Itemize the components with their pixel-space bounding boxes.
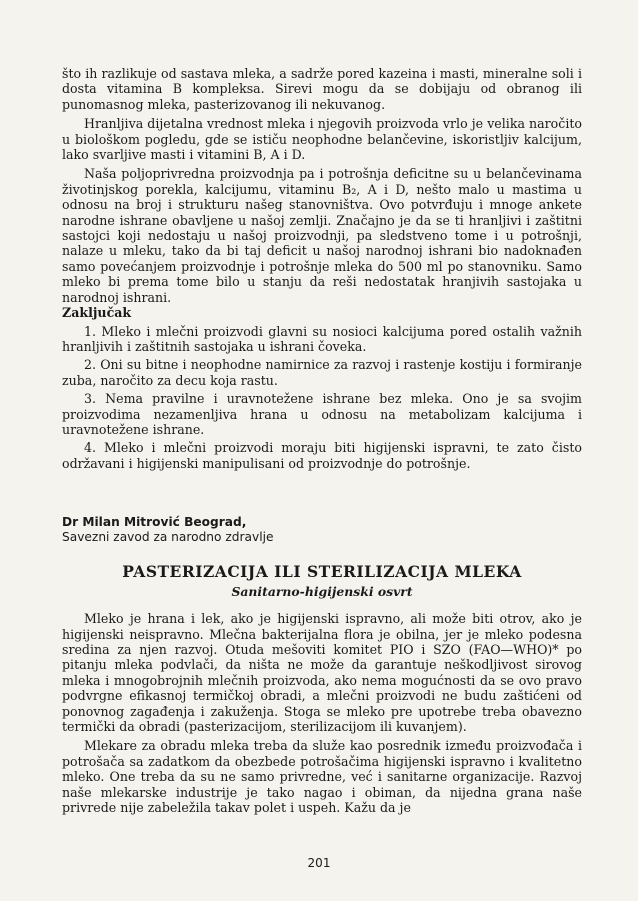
conclusion-item-4: 4. Mleko i mlečni proizvodi moraju biti higijenski ispravni, te zato čisto održavani i higijenski manipulisani od proizvodnje do potrošnje. bbox=[62, 440, 582, 471]
paragraph-nutritional-value: Hranljiva dijetalna vrednost mleka i njegovih proizvoda vrlo je velika naročito u biološkom pogledu, gde se ističu neophodne belančevine, iskoristljiv kalcijum, lako svarljive masti i vitamini B, A i D. bbox=[62, 116, 582, 163]
conclusion-heading: Zaključak bbox=[62, 305, 132, 321]
conclusion-item-1: 1. Mleko i mlečni proizvodi glavni su nosioci kalcijuma pored ostalih važnih hranljivih i zaštitnih sastojaka u ishrani čoveka. bbox=[62, 323, 582, 354]
document-page bbox=[62, 66, 582, 815]
page-number: 201 bbox=[307, 856, 331, 870]
article-subtitle: Sanitarno-higijenski osvrt bbox=[231, 584, 413, 600]
article-title: PASTERIZACIJA ILI STERILIZACIJA MLEKA bbox=[122, 562, 522, 582]
paragraph-continuation: što ih razlikuje od sastava mleka, a sadrže pored kazeina i masti, mineralne soli i dosta vitamina B kompleksa. Sirevi mogu da se dobijaju od obranog ili punomasnog mleka, pasterizovanog ili nekuvanog. bbox=[62, 66, 582, 112]
conclusion-item-3: 3. Nema pravilne i uravnotežene ishrane bez mleka. Ono je sa svojim proizvodima nezamenljiva hrana u odnosu na metabolizam kalcijuma i uravnotežene ishrane. bbox=[62, 391, 582, 437]
subtitle-gap bbox=[62, 599, 582, 611]
author-institution: Savezni zavod za narodno zdravlje bbox=[62, 530, 274, 545]
section-gap bbox=[62, 471, 582, 515]
author-name: Dr Milan Mitrović Beograd, bbox=[62, 515, 247, 530]
paragraph-agriculture-deficit: Naša poljoprivredna proizvodnja pa i potrošnja deficitne su u belančevinama životinjskog porekla, kalcijumu, vitaminu B₂, A i D, nešto malo u mastima u odnosu na broj i strukturu našeg stanovništva. Ovo potvrđuju i mnoge ankete narodne ishrane obavljene u našoj zemlji. Značajno je da se ti hranljivi i zaštitni sastojci koji nedostaju u našoj proizvodnji, pa sledstveno tome i u potrošnji, nalaze u mleku, tako da bi taj deficit u našoj narodnoj ishrani bio nadoknađen samo povećanjem proizvodnje i potrošnje mleka do 500 ml po stanovniku. Samo mleko bi prema tome bilo u stanju da reši nedostatak hranjivih sastojaka u narodnoj ishrani. bbox=[62, 166, 582, 305]
article-paragraph-1: Mleko je hrana i lek, ako je higijenski ispravno, ali može biti otrov, ako je higijenski neispravno. Mlečna bakterijalna flora je obilna, jer je mleko podesna sredina za njen razvoj. Otuda mešoviti komitet PIO i SZO (FAO—WHO)* po pitanju mleka podvlači, da ništa ne može da garantuje neškodljivost sirovog mleka i mnogobrojnih mlečnih proizvoda, ako nema mogućnosti da se ovo pravo podvrgne efikasnoj termičkoj obradi, a mlečni proizvodi ne budu zaštićeni od ponovnog zagađenja i zakuženja. Stoga se mleko pre upotrebe treba obavezno termički da obradi (pasterizacijom, sterilizacijom ili kuvanjem). bbox=[62, 611, 582, 734]
article-paragraph-2: Mlekare za obradu mleka treba da služe kao posrednik između proizvođača i potrošača sa zadatkom da obezbede potrošačima higijenski ispravno i kvalitetno mleko. One treba da su ne samo privredne, već i sanitarne organizacije. Razvoj naše mlekarske industrije je tako nagao i obiman, da nijedna grana naše privrede nije zabeležila takav polet i uspeh. Kažu da je bbox=[62, 738, 582, 816]
conclusion-item-2: 2. Oni su bitne i neophodne namirnice za razvoj i rastenje kostiju i formiranje zuba, naročito za decu koja rastu. bbox=[62, 357, 582, 388]
